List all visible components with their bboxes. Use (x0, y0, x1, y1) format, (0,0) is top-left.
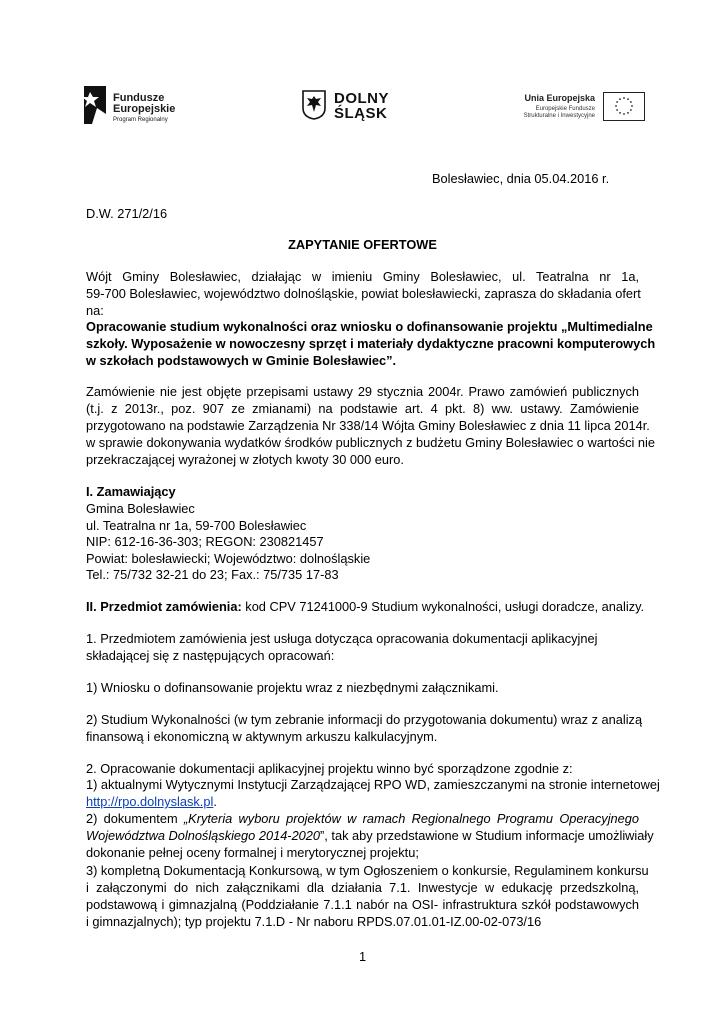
legal-basis-line: (t.j. z 2013r., poz. 907 ze zmianami) na podstawie art. 4 pkt. 8) ww. ustawy. Zamówienie (86, 401, 639, 416)
subject-line: Opracowanie studium wykonalności oraz wniosku o dofinansowanie projektu „Multimedialne (86, 319, 653, 334)
intro-line: na: (86, 303, 104, 318)
link-tail: . (213, 794, 217, 809)
point2-sub2-line3: dokonanie pełnej oceny formalnej i merytorycznej projektu; (86, 845, 419, 860)
eu-flag-icon (603, 92, 645, 121)
reference-number: D.W. 271/2/16 (86, 206, 168, 221)
subject-line: w szkołach podstawowych w Gminie Bolesławiec”. (86, 353, 397, 368)
item2-line: 2) Studium Wykonalności (w tym zebranie informacji do przygotowania dokumentu) wraz z analizą (86, 712, 643, 727)
section2-heading-bold: II. Przedmiot zamówienia: (86, 599, 242, 614)
contractor-line: Tel.: 75/732 32-21 do 23; Fax.: 75/735 17-83 (86, 567, 339, 582)
logo-left-line1: Fundusze (113, 92, 165, 104)
section2-heading (86, 598, 644, 615)
eagle-crest-icon (302, 90, 326, 120)
contractor-line: NIP: 612-16-36-303; REGON: 230821457 (86, 534, 324, 549)
rpo-link[interactable]: http://rpo.dolnyslask.pl (86, 794, 214, 809)
sub2-italic-a: „Kryteria wyboru projektów w ramach Regionalnego Programu Operacyjnego (183, 811, 640, 826)
logo-right-line1: Unia Europejska (524, 93, 595, 103)
contractor-line: Gmina Bolesławiec (86, 501, 195, 516)
contractor-line: Powiat: bolesławiecki; Województwo: dolnośląskie (86, 551, 371, 566)
fundusze-europejskie-mark-icon (84, 86, 106, 124)
point2-sub2-line (86, 827, 654, 844)
logo-left-line2: Europejskie (113, 103, 176, 115)
point2-sub3-line: 3) kompletną Dokumentacją Konkursową, w tym Ogłoszeniem o konkursie, Regulaminem konkursu (86, 863, 649, 878)
point2-sub3-line: i załączonymi do nich załącznikami dla działania 7.1. Inwestycje w edukację przedszkolną, (86, 880, 639, 895)
page-number: 1 (358, 949, 367, 964)
section1-heading: I. Zamawiający (86, 484, 176, 499)
item1-line: 1) Wniosku o dofinansowanie projektu wraz z niezbędnymi załącznikami. (86, 680, 499, 695)
subject-line: szkoły. Wyposażenie w nowoczesny sprzęt i materiały dydaktyczne pracowni komputerowych (86, 336, 656, 351)
sub2-rest-b: ”, tak aby przedstawione w Studium informacje umożliwiały (320, 828, 654, 843)
fundusze-europejskie-logo (84, 86, 194, 126)
place-date: Bolesławiec, dnia 05.04.2016 r. (432, 171, 610, 186)
item2-line: finansową i ekonomiczną w aktywnym arkuszu kalkulacyjnym. (86, 729, 438, 744)
point2-sub1: 1) aktualnymi Wytycznymi Instytucji Zarządzającej RPO WD, zamieszczanymi na stronie internetowej (86, 777, 660, 792)
legal-basis-line: przekraczającej wyrażonej w złotych kwoty 30 000 euro. (86, 452, 404, 467)
point2-intro: 2. Opracowanie dokumentacji aplikacyjnej projektu winno być sporządzone zgodnie z: (86, 761, 573, 776)
point2-sub2-line (86, 810, 639, 827)
logo-left-line3: Program Regionalny (113, 117, 168, 123)
dolny-slask-logo (302, 89, 402, 125)
sub2-italic-b: Województwa Dolnośląskiego 2014-2020 (86, 828, 321, 843)
legal-basis-line: przygotowano na podstawie Zarządzenia Nr 338/14 Wójta Gminy Bolesławiec z dnia 11 lipca 2014r. (86, 418, 650, 433)
point2-sub3-line: podstawową i gimnazjalną (Poddziałanie 7.1.1 nabór na OSI- infrastruktura szkół podstawowych (86, 897, 639, 912)
logo-center-line2: ŚLĄSK (334, 105, 388, 122)
legal-basis-line: w sprawie dokonywania wydatków środków publicznych z budżetu Gminy Bolesławiec o wartości nie (86, 435, 656, 450)
point2-sub1-link-line (86, 793, 217, 810)
point1-line: składającej się z następujących opracowań: (86, 648, 335, 663)
section2-heading-rest: kod CPV 71241000-9 Studium wykonalności, usługi doradcze, analizy. (241, 599, 645, 614)
logo-right-line2: Europejskie Fundusze (535, 106, 595, 112)
point1-line: 1. Przedmiotem zamówienia jest usługa dotycząca opracowania dokumentacji aplikacyjnej (86, 631, 598, 646)
contractor-line: ul. Teatralna nr 1a, 59-700 Bolesławiec (86, 518, 307, 533)
logo-center-line1: DOLNY (334, 90, 389, 107)
logo-right-line3: Strukturalne i Inwestycyjne (523, 113, 595, 119)
intro-line: 59-700 Bolesławiec, województwo dolnośląskie, powiat bolesławiecki, zaprasza do składania ofert (86, 286, 641, 301)
intro-line: Wójt Gminy Bolesławiec, działając w imieniu Gminy Bolesławiec, ul. Teatralna nr 1a, (86, 269, 639, 284)
legal-basis-line: Zamówienie nie jest objęte przepisami ustawy 29 stycznia 2004r. Prawo zamówień publicznych (86, 384, 639, 399)
point2-sub3-line: i gimnazjalnych); typ projektu 7.1.D - Nr naboru RPDS.07.01.01-IZ.00-02-073/16 (86, 914, 542, 929)
unia-europejska-logo (505, 92, 645, 124)
document-title: ZAPYTANIE OFERTOWE (288, 237, 437, 252)
sub2-prefix: 2) dokumentem (86, 811, 184, 826)
